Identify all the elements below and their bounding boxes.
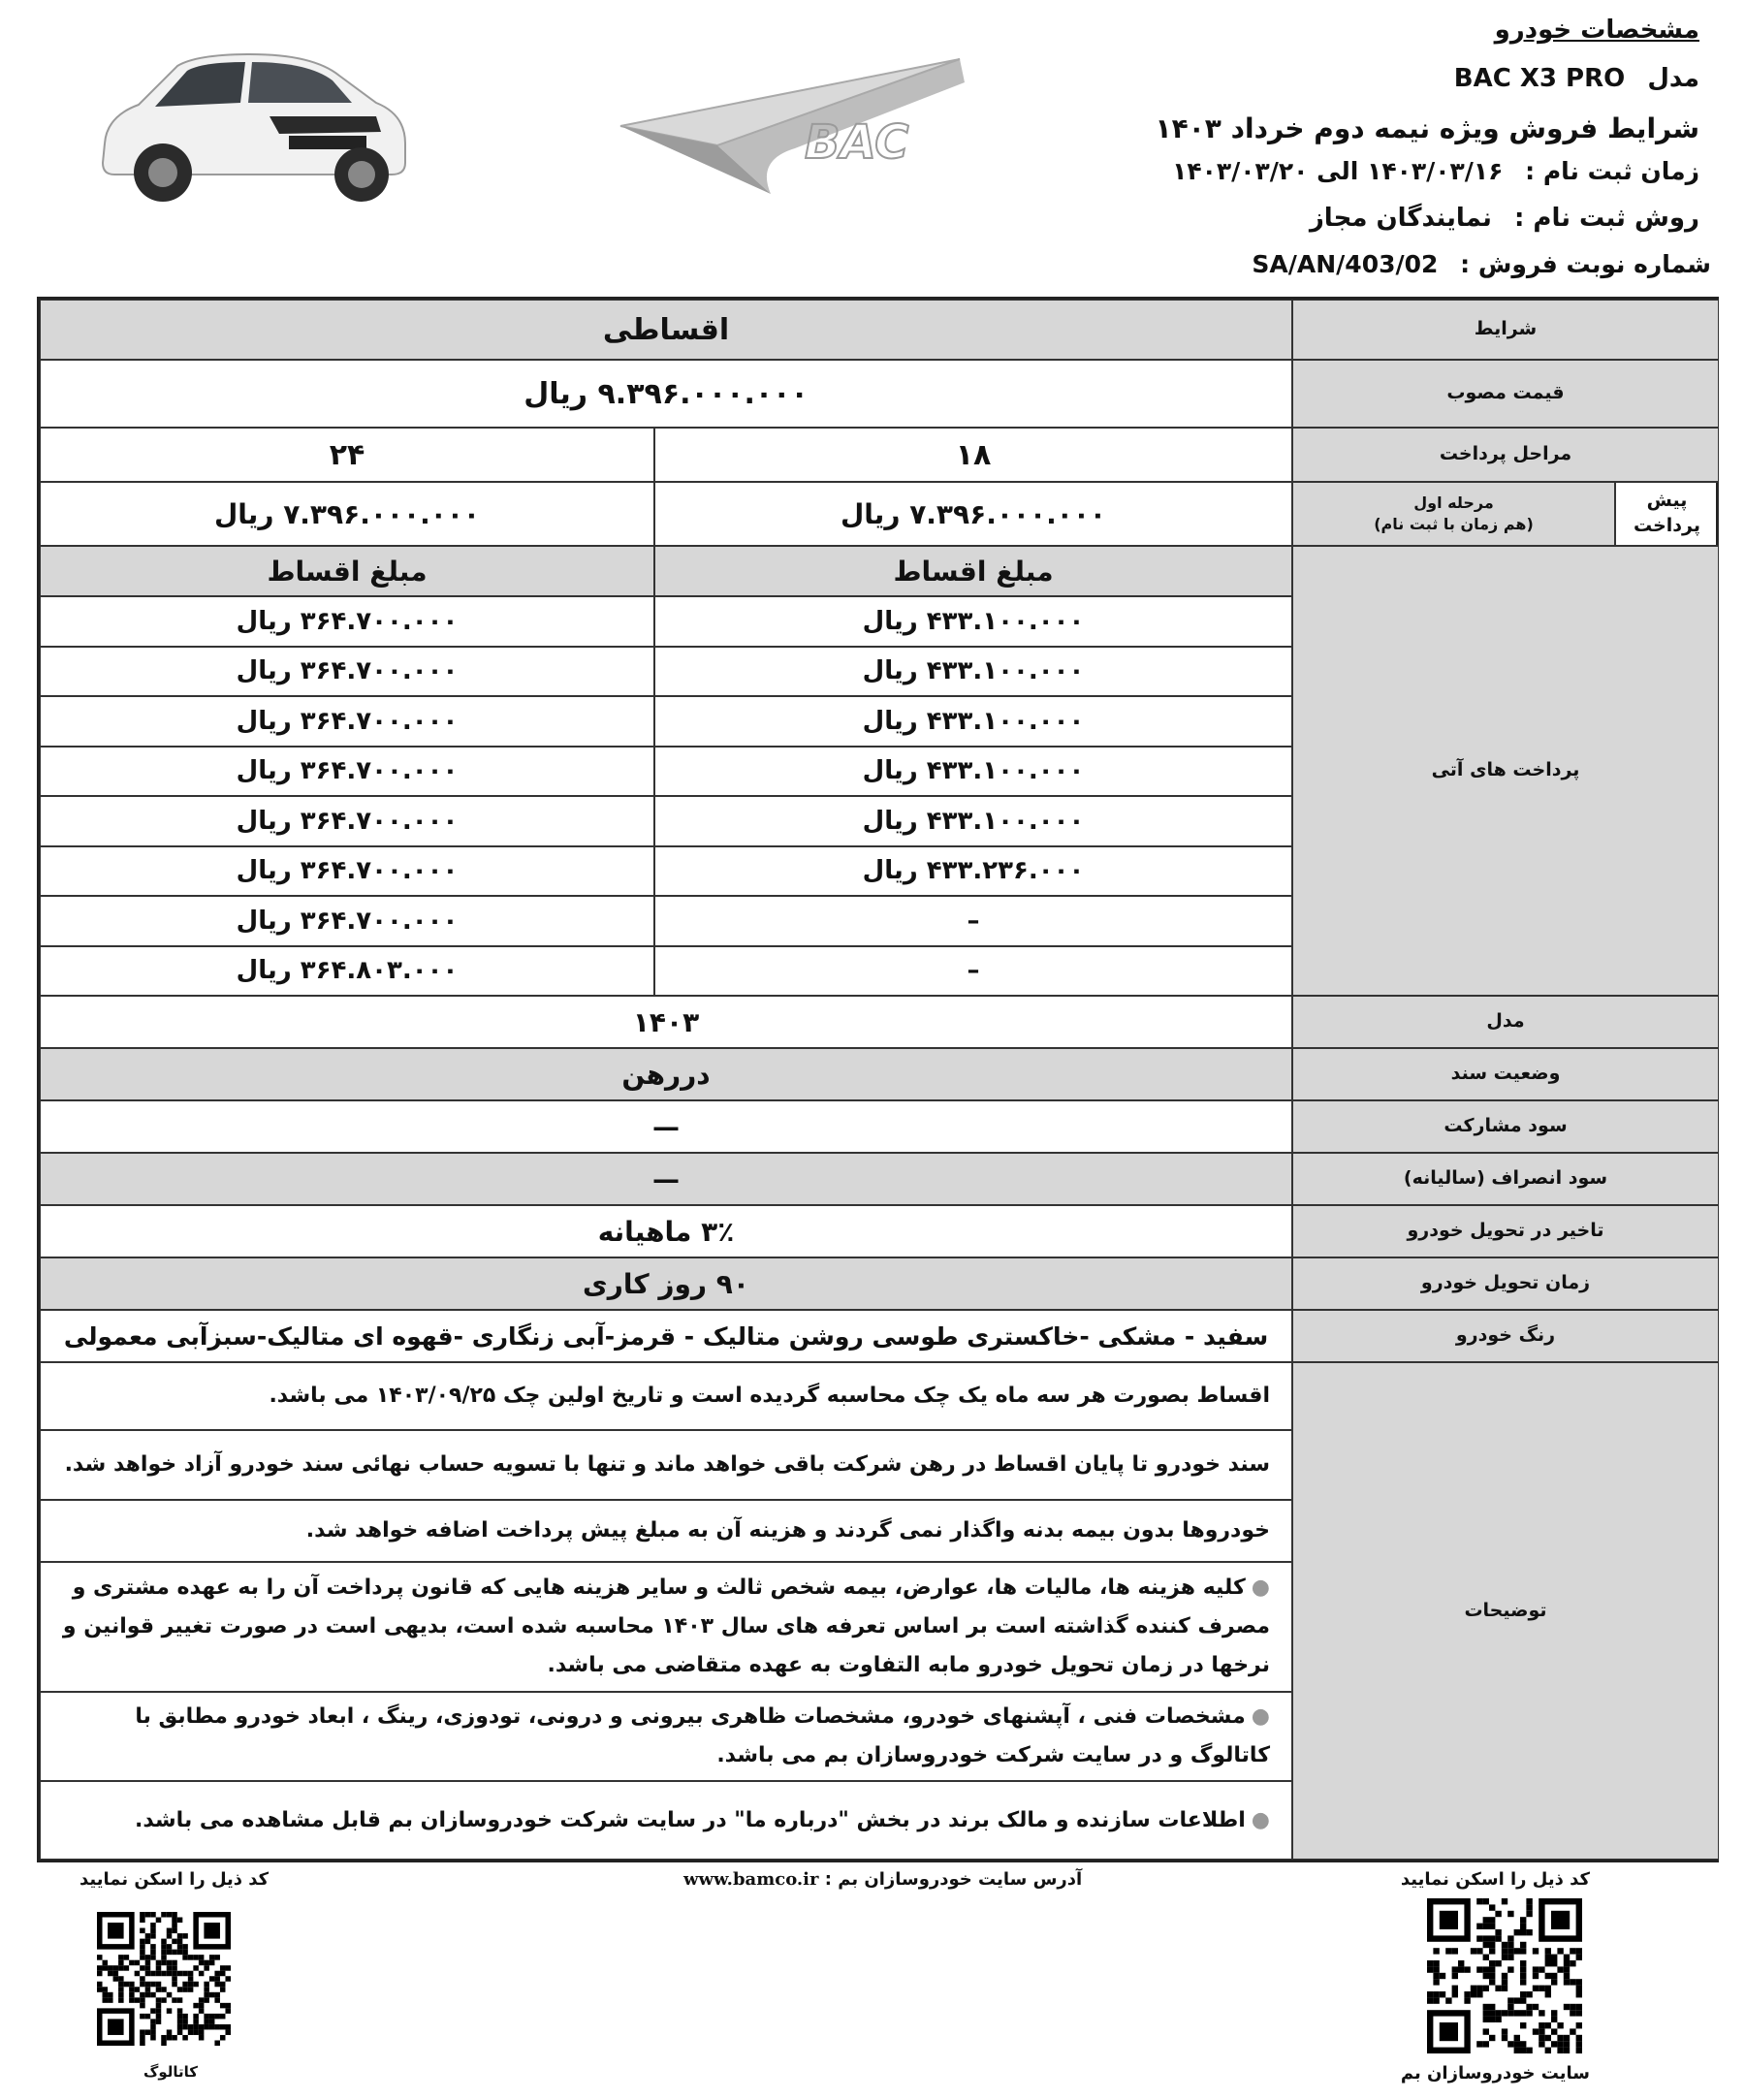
note-3 — [40, 1500, 1292, 1562]
logo-text: BAC — [805, 115, 909, 170]
bac-logo — [601, 53, 969, 199]
installment-18-cell: – — [654, 946, 1292, 997]
installment-24-cell: ۳۶۴.۷۰۰.۰۰۰ ریال — [40, 796, 654, 846]
model-line — [1454, 64, 1699, 93]
installment-24-cell: ۳۶۴.۸۰۳.۰۰۰ ریال — [40, 946, 654, 997]
note-4-text: کلیه هزینه ها، مالیات ها، عوارض، بیمه شخص ثالث و سایر هزینه هایی که قانون پرداخت آن را به عهده مشتری و مصرف کننده گذاشته است بر اساس تعرفه های سال ۱۴۰۳ محاسبه شده است، بدیهی است در صورت تغییر قوانین و نرخها در زمان تحویل خودرو مابه التفاوت به عهده متقاضی می باشد. — [62, 1575, 1270, 1677]
reg-method-line — [1310, 204, 1699, 233]
notes-label: توضیحات — [1292, 1362, 1719, 1860]
installment-24-cell: ۳۶۴.۷۰۰.۰۰۰ ریال — [40, 596, 654, 647]
installment-24-cell: ۳۶۴.۷۰۰.۰۰۰ ریال — [40, 647, 654, 697]
price-label: قیمت مصوب — [1292, 360, 1719, 428]
model-label: مدل — [1647, 64, 1699, 93]
delivery-value: ۹۰ روز کاری — [40, 1257, 1292, 1310]
delay-label: تاخیر در تحویل خودرو — [1292, 1205, 1719, 1257]
installment-18-cell: ۴۳۳.۲۳۶.۰۰۰ ریال — [654, 846, 1292, 897]
prepay-label: پیش پرداخت — [1615, 482, 1719, 546]
delivery-label: زمان تحویل خودرو — [1292, 1257, 1719, 1310]
first-stage-sub: (هم زمان با ثبت نام) — [1374, 515, 1534, 533]
first-stage-label: مرحله اول — [1413, 493, 1494, 513]
first-stage-cell — [1292, 482, 1615, 546]
doc-status-label: وضعیت سند — [1292, 1048, 1719, 1100]
site-line — [683, 1869, 1082, 1890]
stages-label: مراحل پرداخت — [1292, 428, 1719, 482]
installment-header-24: مبلغ اقساط — [40, 546, 654, 596]
scan-left-label: کد ذیل را اسکن نمایید — [79, 1869, 270, 1890]
conditions-table — [37, 297, 1719, 1862]
sale-no-value: SA/AN/403/02 — [1252, 250, 1439, 278]
profit-label: سود مشارکت — [1292, 1100, 1719, 1153]
note-2-text: سند خودرو تا پایان اقساط در رهن شرکت باقی خواهد ماند و تنها با تسویه حساب نهائی سند خودرو آزاد خواهد شد. — [64, 1452, 1270, 1477]
installment-24-cell: ۳۶۴.۷۰۰.۰۰۰ ریال — [40, 747, 654, 797]
cancel-label: سود انصراف (سالیانه) — [1292, 1153, 1719, 1205]
installment-18-cell: ۴۳۳.۱۰۰.۰۰۰ ریال — [654, 796, 1292, 846]
note-1-text: اقساط بصورت هر سه ماه یک چک محاسبه گردیده است و تاریخ اولین چک ۱۴۰۳/۰۹/۲۵ می باشد. — [269, 1384, 1270, 1408]
qr-code-catalog[interactable] — [97, 1912, 231, 2046]
installment-18-cell: ۴۳۳.۱۰۰.۰۰۰ ریال — [654, 696, 1292, 747]
prepay-18: ۷.۳۹۶.۰۰۰.۰۰۰ ریال — [654, 482, 1292, 546]
note-5-text: مشخصات فنی ، آپشنهای خودرو، مشخصات ظاهری بیرونی و درونی، تودوزی، رینگ ، ابعاد خودرو مطابق با کاتالوگ و در سایت شرکت خودروسازان بم می باشد. — [135, 1704, 1270, 1767]
reg-time-value: ۱۴۰۳/۰۳/۱۶ الی ۱۴۰۳/۰۳/۲۰ — [1172, 157, 1504, 185]
site-caption: سایت خودروسازان بم — [1400, 2063, 1590, 2084]
sale-no-label: شماره نوبت فروش : — [1460, 250, 1711, 278]
installment-24-cell: ۳۶۴.۷۰۰.۰۰۰ ریال — [40, 846, 654, 897]
model-row-label: مدل — [1292, 996, 1719, 1048]
car-image — [85, 27, 415, 211]
reg-time-line — [1172, 157, 1699, 185]
reg-method-value: نمایندگان مجاز — [1309, 204, 1492, 233]
note-6 — [40, 1781, 1292, 1860]
bullet-icon: ● — [1251, 1807, 1270, 1832]
price-value: ۹.۳۹۶.۰۰۰.۰۰۰ ریال — [40, 360, 1292, 428]
model-row-value: ۱۴۰۳ — [40, 996, 1292, 1048]
site-url[interactable]: www.bamco.ir — [683, 1869, 819, 1890]
delay-value: ۳٪ ماهیانه — [40, 1205, 1292, 1257]
conditions-label: شرایط — [1292, 300, 1719, 360]
installment-18-cell: ۴۳۳.۱۰۰.۰۰۰ ریال — [654, 747, 1292, 797]
qr-code-site[interactable] — [1427, 1898, 1582, 2053]
installment-18-cell: ۴۳۳.۱۰۰.۰۰۰ ریال — [654, 647, 1292, 697]
note-3-text: خودروها بدون بیمه بدنه واگذار نمی گردند و هزینه آن به مبلغ پیش پرداخت اضافه خواهد شد. — [305, 1518, 1270, 1543]
prepay-24: ۷.۳۹۶.۰۰۰.۰۰۰ ریال — [40, 482, 654, 546]
future-payments-label: پرداخت های آتی — [1292, 546, 1719, 996]
color-label: رنگ خودرو — [1292, 1310, 1719, 1362]
installment-18-cell: – — [654, 896, 1292, 946]
sale-no-line — [1252, 250, 1711, 278]
sale-conditions: شرایط فروش ویژه نیمه دوم خرداد ۱۴۰۳ — [1155, 112, 1699, 144]
note-2 — [40, 1430, 1292, 1500]
catalog-caption: کاتالوگ — [143, 2063, 199, 2081]
bullet-icon: ● — [1251, 1704, 1270, 1729]
note-6-text: اطلاعات سازنده و مالک برند در بخش "درباره ما" در سایت شرکت خودروسازان بم قابل مشاهده می باشد. — [134, 1807, 1246, 1832]
installment-24-cell: ۳۶۴.۷۰۰.۰۰۰ ریال — [40, 896, 654, 946]
scan-right-label: کد ذیل را اسکن نمایید — [1400, 1869, 1590, 1890]
doc-status-value: دررهن — [40, 1048, 1292, 1100]
installment-18-cell: ۴۳۳.۱۰۰.۰۰۰ ریال — [654, 596, 1292, 647]
model-value: BAC X3 PRO — [1453, 64, 1626, 93]
note-1 — [40, 1362, 1292, 1430]
installment-24-cell: ۳۶۴.۷۰۰.۰۰۰ ریال — [40, 696, 654, 747]
note-5 — [40, 1692, 1292, 1781]
reg-time-label: زمان ثبت نام : — [1525, 157, 1699, 185]
color-value: سفید - مشکی -خاکستری طوسی روشن متالیک - قرمز-آبی زنگاری -قهوه ای متالیک-سبزآبی معمولی — [40, 1310, 1292, 1362]
bullet-icon: ● — [1251, 1575, 1270, 1600]
conditions-value: اقساطی — [40, 300, 1292, 360]
stage-18: ۱۸ — [654, 428, 1292, 482]
reg-method-label: روش ثبت نام : — [1513, 204, 1699, 233]
cancel-value: — — [40, 1153, 1292, 1205]
installment-header-18: مبلغ اقساط — [654, 546, 1292, 596]
stage-24: ۲۴ — [40, 428, 654, 482]
spec-title: مشخصات خودرو — [1494, 16, 1699, 45]
profit-value: — — [40, 1100, 1292, 1153]
site-label: آدرس سایت خودروسازان بم : — [824, 1869, 1083, 1890]
note-4 — [40, 1562, 1292, 1692]
